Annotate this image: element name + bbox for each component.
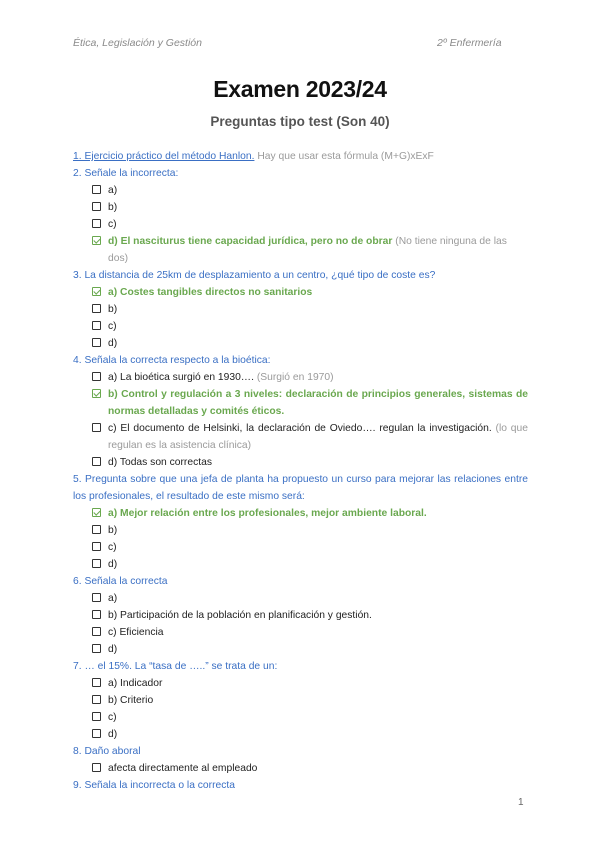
option-label: c) — [108, 712, 117, 723]
option — [73, 199, 528, 216]
checkbox-icon — [92, 627, 101, 636]
checkbox-icon — [92, 219, 101, 228]
checked-checkbox-icon — [92, 287, 101, 296]
option-correct — [73, 284, 528, 301]
option-label: d) — [108, 338, 118, 349]
option — [73, 318, 528, 335]
checkbox-icon — [92, 712, 101, 721]
option — [73, 675, 528, 692]
checkbox-icon — [92, 729, 101, 738]
checkbox-icon — [92, 610, 101, 619]
option — [73, 590, 528, 607]
option-label: c) Eficiencia — [108, 627, 164, 638]
question-7: 7. … el 15%. La “tasa de …..” se trata de un: — [73, 661, 278, 672]
checkbox-icon — [92, 372, 101, 381]
option — [73, 216, 528, 233]
option-label: a) La bioética surgió en 1930…. — [108, 372, 254, 383]
checked-checkbox-icon — [92, 389, 101, 398]
checkbox-icon — [92, 321, 101, 330]
option — [73, 760, 528, 777]
option-correct — [73, 233, 528, 267]
option — [73, 301, 528, 318]
checkbox-icon — [92, 678, 101, 687]
question-text: 1. Ejercicio práctico del método Hanlon. — [73, 151, 255, 162]
checked-checkbox-icon — [92, 236, 101, 245]
page-subtitle: Preguntas tipo test (Son 40) — [210, 114, 390, 129]
option — [73, 420, 528, 454]
checkbox-icon — [92, 202, 101, 211]
question-8: 8. Daño aboral — [73, 746, 141, 757]
option — [73, 454, 528, 471]
option-label: a) Mejor relación entre los profesionales, mejor ambiente laboral. — [108, 508, 427, 519]
header-course: 2º Enfermería — [437, 37, 502, 49]
answer-note: (lo que regulan es la asistencia clínica) — [108, 423, 528, 451]
question-6: 6. Señala la correcta — [73, 576, 168, 587]
option-correct — [73, 505, 528, 522]
header-subject: Ética, Legislación y Gestión — [73, 37, 202, 49]
option-label: d) — [108, 729, 118, 740]
option — [73, 556, 528, 573]
question-list — [73, 148, 528, 794]
option-label: d) Todas son correctas — [108, 457, 212, 468]
checkbox-icon — [92, 423, 101, 432]
option-label: c) — [108, 542, 117, 553]
option-label: b) — [108, 525, 118, 536]
option — [73, 539, 528, 556]
checkbox-icon — [92, 559, 101, 568]
checkbox-icon — [92, 525, 101, 534]
checkbox-icon — [92, 644, 101, 653]
option-label: a) Indicador — [108, 678, 163, 689]
option — [73, 709, 528, 726]
option — [73, 607, 528, 624]
option-label: d) El nasciturus tiene capacidad jurídica, pero no de obrar — [108, 236, 393, 247]
option — [73, 369, 528, 386]
checkbox-icon — [92, 695, 101, 704]
checkbox-icon — [92, 457, 101, 466]
option-label: b) Criterio — [108, 695, 154, 706]
option-label: b) Participación de la población en planificación y gestión. — [108, 610, 372, 621]
checkbox-icon — [92, 542, 101, 551]
option-label: c) — [108, 219, 117, 230]
option — [73, 726, 528, 743]
option — [73, 522, 528, 539]
option-label: b) — [108, 304, 118, 315]
question-9: 9. Señala la incorrecta o la correcta — [73, 780, 235, 791]
option — [73, 692, 528, 709]
checkbox-icon — [92, 593, 101, 602]
checkbox-icon — [92, 304, 101, 313]
answer-note: (No tiene ninguna de las dos) — [108, 236, 507, 264]
option-label: c) — [108, 321, 117, 332]
question-3: 3. La distancia de 25km de desplazamiento a un centro, ¿qué tipo de coste es? — [73, 270, 436, 281]
page-number: 1 — [518, 797, 524, 808]
option-label: b) Control y regulación a 3 niveles: declaración de principios generales, sistemas de normas detalladas y comités éticos. — [108, 389, 528, 417]
checkbox-icon — [92, 763, 101, 772]
checkbox-icon — [92, 338, 101, 347]
question-5: 5. Pregunta sobre que una jefa de planta ha propuesto un curso para mejorar las relaciones entre los profesionales, el resultado de este mismo será: — [73, 474, 528, 502]
option-label: d) — [108, 559, 118, 570]
option-label: c) El documento de Helsinki, la declaración de Oviedo…. regulan la investigación. — [108, 423, 492, 434]
option-label: b) — [108, 202, 118, 213]
answer-note: (Surgió en 1970) — [256, 372, 334, 383]
option — [73, 641, 528, 658]
page-title: Examen 2023/24 — [213, 76, 387, 102]
option — [73, 624, 528, 641]
checkbox-icon — [92, 185, 101, 194]
answer-note: Hay que usar esta fórmula (M+G)xExF — [257, 151, 434, 162]
option-label: a) — [108, 593, 118, 604]
option — [73, 182, 528, 199]
option-correct — [73, 386, 528, 420]
option-label: d) — [108, 644, 118, 655]
question-1 — [73, 148, 528, 165]
checked-checkbox-icon — [92, 508, 101, 517]
option — [73, 335, 528, 352]
option-label: a) — [108, 185, 118, 196]
option-label: afecta directamente al empleado — [108, 763, 258, 774]
question-2: 2. Señale la incorrecta: — [73, 168, 179, 179]
question-4: 4. Señala la correcta respecto a la bioética: — [73, 355, 271, 366]
option-label: a) Costes tangibles directos no sanitarios — [108, 287, 313, 298]
